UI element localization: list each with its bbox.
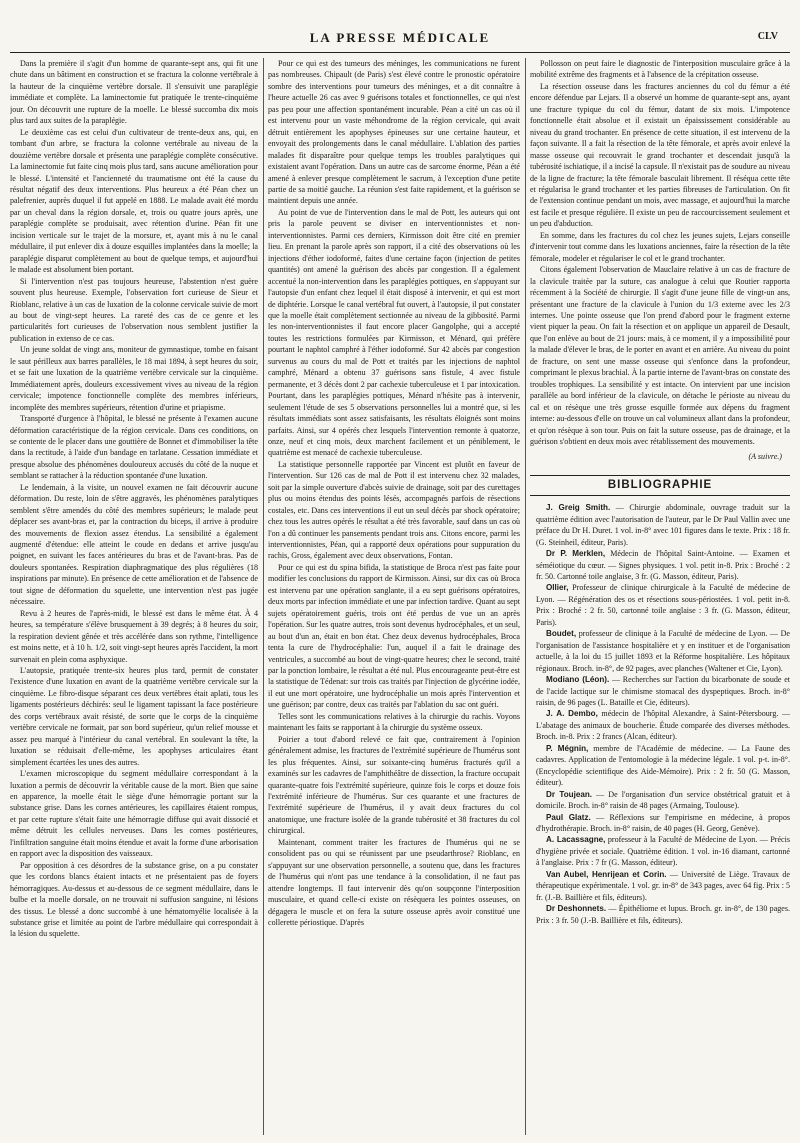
bibliography-entry (530, 674, 790, 708)
column-3 (530, 58, 790, 1135)
bibliography-entry (530, 628, 790, 674)
bibliography-text: — Épithéliome et lupus. Broch. gr. in-8°, de 130 pages. Prix : 3 fr. 50 (J.-B. Baillière et fils, éditeurs). (536, 904, 790, 925)
bibliography-entry (530, 502, 790, 548)
bibliography-text: — Réflexions sur l'empirisme en médecine, à propos d'hydrothérapie. Broch. in-8° raisin, de 40 pages (H. Georg, Genève). (536, 812, 790, 833)
paragraph: Le deuxième cas est celui d'un cultivateur de trente-deux ans, qui, en tombant d'un arbre, se fractura la colonne vertébrale au niveau de la douzième vertèbre dorsale et présenta une paraplégie complète consécutive. La laminectomie fut faite cinq mois plus tard, sans aucune amélioration pour le blessé. L'intensité et l'ancienneté du traumatisme ont été la cause du résultat négatif des deux interventions. Plus heureux a été Péan chez un palefrenier, auprès duquel il fut appelé en 1888. Le malade avait été mordu par un cheval dans la région dorsale, et, trois ou quatre jours après, une paraplégie complète se produisait, avec rétention d'urine. Péan fit une incision verticale sur le trajet de la morsure, et, ayant mis à nu le canal médullaire, il put enlever dix à douze esquilles implantées dans la moelle; la paraplégie disparut complètement au bout de quelque temps, et aujourd'hui le malade est absolument bien portant. (10, 127, 258, 275)
paragraph: Pour ce qui est des tumeurs des méninges, les communications ne furent pas nombreuses. Chipault (de Paris) s'est élevé contre le pronostic opératoire sombre des interventions pour tumeurs des méninges, et a dit connaître à l'heure actuelle 26 cas avec 9 guérisons totales et fonctionnelles, ce qui n'est pas peu pour une affection spontanément incurable. Péan a cité un cas où il est intervenu pour un vaste méhondrome de la région cervicale, qui avait détruit entièrement les apophyses épineuses sur une certaine hauteur, et envoyait des prolongements dans le canal médullaire. L'ablation des parties malades fit disparaître pour quelque temps les troubles paralytiques qui existaient avant l'opération. Dans un autre cas de sarcome énorme, Péan a été amené à enlever presque complètement le sacrum, à l'exception d'une petite partie de sa moitié gauche. La réunion s'est faite rapidement, et la guérison se maintient depuis une année. (268, 59, 520, 206)
column-divider (525, 58, 526, 1135)
bibliography-text: Professeur de clinique chirurgicale à la Faculté de médecine de Lyon. — Régénération des os et résections sous-périostées. 1 vol. petit in-8. Prix : Broché : 2 fr. 50, cartonné toile anglaise : 3 fr. (G. Masson, éditeur, Paris). (536, 583, 790, 627)
bibliography-text: — De l'organisation d'un service obstétrical gratuit et à domicile. Broch. in-8° raisin de 48 pages (Armaing, Toulouse). (536, 789, 790, 811)
bibliography-entry (530, 834, 790, 868)
paragraph: Si l'intervention n'est pas toujours heureuse, l'abstention n'est guère souvent plus heureuse. Exemple, l'observation fort curieuse de Sieur et Rioblanc, relative à un cas de luxation de la colonne cervicale suivie de mort au bout de vingt-sept heures. La rareté des cas de ce genre et les particularités fort curieuses de l'observation nous semblent justifier la publication in extenso de ce cas. (10, 276, 258, 343)
paragraph: Telles sont les communications relatives à la chirurgie du rachis. Voyons maintenant les faits se rapportant à la chirurgie du système osseux. (268, 711, 520, 733)
paragraph: Citons également l'observation de Mauclaire relative à un cas de fracture de la clavicule traitée par la suture, cas analogue à celui que Routier rapporta récemment à la Société de chirurgie. Il s'agit d'une jeune fille de vingt-un ans, présentant une fracture de la clavicule à l'union du 1/3 externe avec les 2/3 internes. Une pointe osseuse que l'on prend d'abord pour le fragment externe vient piquer la peau. On fait la résection et on applique un appareil de Desault, que l'on enlève au bout de 21 jours: mais, à ce moment, il y a impossibilité pour la malade d'élever le bras, de le porter en avant et en arrière. Au niveau du point de fracture, on sent une masse osseuse qui s'enfonce dans la profondeur, comprimant le plexus brachial. À la partie interne de l'avant-bras on constate des troubles trophiques. La sensibilité y est intacte. On intervient par une incision parallèle au bord inférieur de la clavicule, on détache le périoste au niveau du cal et on résèque une très grosse esquille formée aux dépens du fragment interne: au-dessous d'elle on trouve un cal volumineux allant dans la profondeur, et qu'on résèque à son tour. Puis on fait la suture osseuse, pas de drainage, et la guérison s'obtient en deux mois avec rétablissement des mouvements. (530, 265, 790, 446)
paragraph: L'examen microscopique du segment médullaire correspondant à la luxation a permis de découvrir la véritable cause de la mort. Bien que saine en apparence, la moelle était le siège d'une hémorragie portant sur la substance grise. Dans les cornes antérieures, les capillaires étaient rompus, et par cette rupture s'était faite une hémorragie diffuse qui avait dissocié et même détruit les cellules nerveuses. Dans les cornes postérieures, l'infiltration sanguine était moins étendue et avait la forme d'une arborisation en rapport avec la disposition des vaisseaux. (10, 769, 258, 859)
paragraph: La statistique personnelle rapportée par Vincent est plutôt en faveur de l'intervention. Sur 126 cas de mal de Pott il est intervenu chez 32 malades, soit par la simple ouverture d'abcès suivie de drainage, soit par des curettages plus ou moins étendus des points lésés, accompagnés parfois de résections costales, etc. Dans ces interventions il eut un seul décès par shock opératoire; chez tous les autres opérés le résultat a été très favorable, sauf dans un cas où l'on a dû continuer les pansements pendant trois ans. Citons encore, parmi les interventionnistes, Péan, qui a rapporté deux opérations pour suppuration du rachis, Gross, également avec deux observations, Fontan. (268, 459, 520, 561)
paragraph: Pour ce qui est du spina bifida, la statistique de Broca n'est pas faite pour modifier les conclusions du rapport de Kirmisson. Ainsi, sur dix cas où Broca est intervenu par une opération sanglante, il a eu sept guérisons opératoires, deux morts par infection immédiate et une par infection tardive. Quant au sept sujets opératoirement guéris, trois ont été perdus de vue un an après l'opération. Sur les quatre autres, trois sont devenus hydrocéphales, et un seul, au bout d'un an, était en bon état. Chez deux devenus hydrocéphales, Broca tenta la cure de l'hydrocéphalie: l'un, auquel il a fait le drainage des ventricules, a succombé au bout de vingt-quatre heures; chez le second, traité par la ponction lombaire, le résultat a été nul. Plus encourageante peut-être est la statistique de Tédenat: sur trois cas traités par l'injection de glycérine iodée, il eut une mort opératoire, une hydrocéphalie un mois après l'intervention et une guérison; par contre, deux cas traités par l'ablation du sac ont guéri. (268, 562, 520, 710)
paragraph: L'autopsie, pratiquée trente-six heures plus tard, permit de constater l'existence d'une luxation en avant de la quatrième vertèbre cervicale sur la cinquième. Le fibro-disque séparant ces deux vertèbres était aplati, tous les ligaments postérieurs déchirés: seul le ligament tapissant la face postérieure des corps vertébraux avait résisté, de sorte que le corps de la cinquième vertèbre cervicale ne formait, par son bord supérieur, qu'un relief mousse et assez peu marqué à l'intérieur du canal vertébral. En soulevant la tête, la luxation se réduisait d'elle-même, les apophyses articulaires étant simplement écartées les unes des autres. (10, 666, 258, 767)
bibliography-title: BIBLIOGRAPHIE (607, 478, 713, 491)
column-2 (268, 58, 520, 1135)
bibliography-entry (530, 582, 790, 628)
bibliography-text: professeur de clinique à la Faculté de médecine de Lyon. — De l'organisation de l'assistance hospitalière et y en instituer et de l'organisation actuelle, à la loi du 15 juillet 1893 et la Réforme hospitalière. Les hôpitaux régionaux. Broch. in-8°, de 92 pages, avec planches (Waltener et Cie, Lyon). (536, 629, 790, 673)
bibliography-entry (530, 789, 790, 812)
column-divider (263, 58, 264, 1135)
header-rule (10, 52, 790, 53)
column-3-body (530, 58, 790, 447)
bibliography-author: Van Aubel, Henrijean et Corin. (546, 869, 667, 879)
bibliography-author: J. Greig Smith. (546, 503, 611, 513)
bibliography-entry (530, 903, 790, 926)
paragraph: La résection osseuse dans les fractures anciennes du col du fémur a été encore défendue par Lejars. Il a observé un homme de quarante-sept ans, ayant une fracture typique du col du fémur, datant de six mois. L'impotence fonctionnelle était absolue et il existait un épaississement considérable au niveau du grand trochanter. En présence de cette situation, il est intervenu de la façon suivante. Il a fait la résection de la tête fémorale, et après avoir enlevé la masse osseuse qui recouvrait le grand trochanter et descendait jusqu'à la tubérosité ischiatique, il a incisé la capsule. Il n'existait pas de soudure au niveau de la ligne de fracture; la tête fémorale basculait librement. Il réséqua cette tête et régularisa le grand trochanter et les parties fibreuses de l'articulation. On fit de l'extension continue pendant un mois, avec massage, et aujourd'hui la marche est facile et presque régulière. Il existe un peu de raccourcissement seulement et un peu d'abduction. (530, 81, 790, 229)
bibliography-entry (530, 708, 790, 742)
bibliography-heading-box (530, 475, 790, 496)
bibliography-author: Boudet, (546, 629, 577, 639)
paragraph: En somme, dans les fractures du col chez les jeunes sujets, Lejars conseille d'intervenir tout comme dans les luxations anciennes, faire la résection de la tête fémorale, modeler et régulariser le col et le grand trochanter. (530, 230, 790, 263)
bibliography-author: Modiano (Léon). (546, 675, 610, 685)
bibliography-author: Dr Toujean. (546, 789, 593, 799)
paragraph: Le lendemain, à la visite, un nouvel examen ne fait découvrir aucune déformation. Du reste, loin de s'être aggravés, les phénomènes paralytiques semblent s'être amendés du côté des membres supérieurs; le malade peut déplacer ses avant-bras et, par la contraction du biceps, il arrive à produire des mouvements de flexion assez étendus. La sensibilité a également augmenté d'étendue: elle atteint le coude en dedans et arrive jusqu'au poignet, en suivant les faces antérieures du bras et de l'avant-bras. Pas de douleurs spontanées. Respiration diaphragmatique des plus régulières (18 inspirations par minute). En présence de cette amélioration et de l'absence de tout signe de déformation du squelette, une intervention n'est pas jugée nécessaire. (10, 482, 258, 607)
paragraph: Un jeune soldat de vingt ans, moniteur de gymnastique, tombe en faisant le saut périlleux aux barres parallèles, le 18 mai 1894, à sept heures du soir, et se fait une luxation de la quatrième vertèbre cervicale sur la cinquième. Immédiatement après, douleurs excessivement vives au niveau de la région cervicale; impotence fonctionnelle complète des membres inférieurs, incomplète des membres supérieurs, rétention d'urine et priapisme. (10, 345, 258, 412)
journal-title: LA PRESSE MÉDICALE (309, 30, 491, 45)
article-columns (10, 58, 790, 1135)
bibliography-author: Ollier, (546, 583, 569, 593)
to-be-continued: (A suivre.) (748, 452, 782, 462)
bibliography-entry (530, 548, 790, 582)
bibliography-entry (530, 812, 790, 835)
bibliography-author: P. Mégnin, (546, 743, 589, 753)
bibliography-entry (530, 869, 790, 903)
bibliography-text: professeur à la Faculté de Médecine de Lyon. — Précis d'hygiène privée et sociale. Quatrième édition. 1 vol. in-16 diamant, cartonné à l'anglaise. Prix : 7 fr (G. Masson, éditeur). (536, 835, 790, 868)
page-header (10, 30, 790, 48)
bibliography-text: médecin de l'hôpital Alexandre, à Saint-Pétersbourg. — L'abatage des animaux de boucherie. Étude comparée des diverses méthodes. Broch. in-8. Prix : 2 francs (Alcan, éditeur). (536, 709, 790, 742)
paragraph: Revu à 2 heures de l'après-midi, le blessé est dans le même état. À 4 heures, sa température s'élève brusquement à 39 degrés; à 8 heures du soir, la respiration devient gênée et très accélérée dans son rythme, l'intelligence est moins nette, et à 10 h. 1/2, soit vingt-sept heures après l'accident, la mort survenait en plein coma asphyxique. (10, 608, 258, 664)
bibliography-text: — Recherches sur l'action du bicarbonate de soude et de l'acide lactique sur le chimisme stomacal des dyspeptiques. Broch. in-8° raisin, de 96 pages (L. Bataille et Cie, éditeurs). (536, 675, 790, 708)
paragraph: Transporté d'urgence à l'hôpital, le blessé ne présente à l'examen aucune déformation caractéristique de la région cervicale. Dans ces conditions, on se contente de le placer dans une gouttière de Bonnet et d'immobiliser la tête dans la rectitude, à l'aide d'un bandage en tarlatane. Cessation immédiate et presque absolue des phénomènes douloureux accusés du côté de la nuque et semblant se rattacher à la réduction spontanée d'une luxation. (10, 414, 258, 481)
column-1 (10, 58, 258, 1135)
paragraph: Pollosson on peut faire le diagnostic de l'interposition musculaire grâce à la mobilité extrême des fragments et à l'absence de la crépitation osseuse. (530, 59, 790, 80)
page-number: CLV (757, 31, 778, 42)
bibliography-text: Médecin de l'hôpital Saint-Antoine. — Examen et séméiotique du cœur. — Signes physiques. 1 vol. petit in-8. Prix : Broché : 2 fr. 50. Cartonné toile anglaise, 3 fr. (G. Masson, éditeur, Paris). (536, 549, 790, 582)
paragraph: Maintenant, comment traiter les fractures de l'humérus qui ne se consolident pas ou qui se réunissent par une pseudarthrose? Rioblanc, en s'appuyant sur une observation personnelle, a soutenu que, dans les fractures de l'humérus qui n'ont pas une tendance à la consolidation, il ne faut pas attendre longtemps. Il faut intervenir dès qu'on soupçonne l'interposition musculaire, et quand celle-ci existe on résèquera les pointes osseuses, on dégagera le muscle et on fera la suture osseuse après avoir constitué une collerette périostique. D'après (268, 837, 520, 927)
bibliography-author: Dr Deshonnets. (546, 904, 607, 914)
bibliography-text: membre de l'Académie de médecine. — La Faune des cadavres. Application de l'entomologie à la médecine légale. 1 vol. p-t. in-8°. (Encyclopédie scientifique des Aide-Mémoire). Prix : 2 fr. 50 (G. Masson, éditeur). (536, 743, 790, 788)
paragraph: Par opposition à ces désordres de la substance grise, on a pu constater que les cordons blancs étaient intacts et ne présentaient pas de foyers hémorragiques. Au-dessus et au-dessous de ce segment médullaire, dans le bulbe et la moelle dorsale, on ne trouvait ni suffusion sanguine, ni lésions des tissus. Le blessé a donc succombé à une hématomyélie localisée à la substance grise et limitée au point de l'arbre médullaire qui correspondait à la lésion du squelette. (10, 860, 258, 939)
bibliography-text: — Chirurgie abdominale, ouvrage traduit sur la quatrième édition avec l'autorisation de l'auteur, par le Dr Paul Vallin avec une préface du Dr H. Duret. 1 vol. in-8° avec 101 figures dans le texte. Prix : 18 fr. (G. Steinheil, éditeur, Paris). (536, 503, 790, 547)
paragraph: Dans la première il s'agit d'un homme de quarante-sept ans, qui fit une chute dans un bâtiment en construction et se fractura la colonne vertébrale à la hauteur de la cinquième vertèbre dorsale. Il s'ensuivit une paraplégie immédiate et complète. La laminectomie fut pratiquée le trente-cinquième jour. On découvrit une rupture de la moelle. Le blessé succomba dix mois plus tard aux suites de la paraplégie. (10, 59, 258, 126)
bibliography-author: J. A. Dembo, (546, 709, 598, 719)
paragraph: Au point de vue de l'intervention dans le mal de Pott, les auteurs qui ont pris la parole peuvent se diviser en interventionnistes et non-interventionnistes. Parmi ces derniers, Kirmisson doit être cité en premier lieu. En prenant la parole après son rapport, il a cité des observations où les injections d'éther iodoformé, faites d'une certaine façon (injection de petites quantités) ont amené la guérison des abcès par congestion. Il a également accentué la non-intervention dans les paraplégies pottiques, en s'appuyant sur l'autopsie d'un enfant chez lequel il était disposé à intervenir, et qui est mort de diphtérie. Lorsque le canal vertébral fut ouvert, à l'autopsie, il put constater que la moelle était complètement sectionnée au niveau de la gibbosité. Parmi les non-interventionnistes il faut encore placer Gangolphe, qui a accepté toutes les restrictions formulées par Kirmisson, et Ménard, qui préfère pourtant le naphtol camphré à l'éther iodoformé. Sur 42 abcès par congestion survenus au cours du mal de Pott et traités par les injections de naphtol camphré, Ménard a obtenu 37 guérisons sans fistule, 4 avec fistule permanente, et 3 décès dont 2 par cachexie tuberculeuse et 1 par intoxication. Pourtant, dans les paraplégies pottiques, Ménard n'hésite pas à intervenir, seulement l'étude de ses 5 observations personnelles lui a montré que, si les résultats immédiats sont assez satisfaisants, les résultats éloignés sont moins parfaits. Ainsi, sur 4 opérés chez lesquels l'intervention remonte à quatorze, onze, neuf et cinq mois, deux marchent facilement et un péniblement, le quatrième est menacé de cachexie tuberculeuse. (268, 207, 520, 458)
bibliography-list (530, 502, 790, 926)
bibliography-author: Dr P. Merklen, (546, 549, 606, 559)
bibliography-author: A. Lacassagne, (546, 835, 606, 845)
bibliography-entry (530, 743, 790, 789)
paragraph: Poirier a tout d'abord relevé ce fait que, contrairement à l'opinion généralement admise, les fractures de l'extrémité supérieure de l'humérus sont les plus fréquentes. Ainsi, sur soixante-cinq humérus fracturés qu'il a examinés sur les cadavres de l'amphithéâtre de dissection, la fracture occupait quarante-quatre fois l'extrémité supérieure, quinze fois le corps et douze fois l'extrémité inférieure de l'humérus. Sur ces quarante et une fractures de l'extrémité supérieure de l'humérus, il y avait deux fractures du col anatomique, une fracture isolée de la grande tubérosité et 38 fractures du col chirurgical. (268, 734, 520, 836)
bibliography-author: Paul Glatz. (546, 812, 591, 822)
bibliography-text: — Université de Liège. Travaux de thérapeutique expérimentale. 1 vol. gr. in-8° de 343 pages, avec 64 fig. Prix : 5 fr. (J.-B. Baillière et fils, éditeurs). (536, 869, 790, 902)
